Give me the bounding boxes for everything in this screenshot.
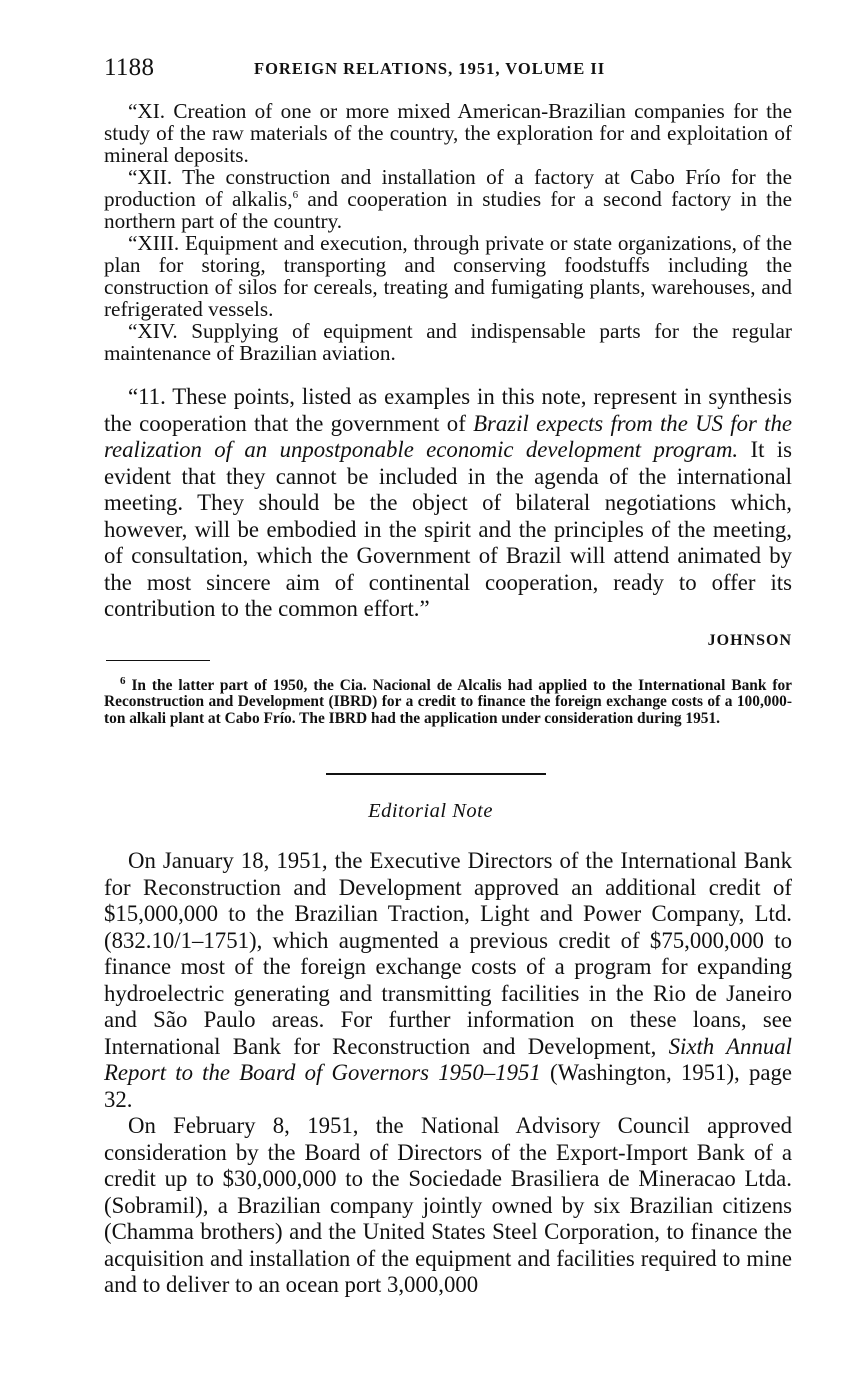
paragraph-11 (104, 384, 792, 623)
point-xii-text-before: “XII. The construction and installation of a factory at Cabo Frío for the production of alkalis, (104, 165, 792, 211)
para11-text-1: “11. These points, listed as examples in this note, represent in synthesis the cooperation that the government of (104, 384, 792, 436)
point-xi: “XI. Creation of one or more mixed American-Brazilian companies for the study of the raw materials of the country, the exploration for and exploitation of mineral deposits. (104, 99, 792, 167)
footnote-divider (106, 660, 210, 661)
editorial-p1-text-1: On January 18, 1951, the Executive Directors of the International Bank for Reconstruction and Development approved an additional credit of $15,000,000 to the Brazilian Traction, Light and Power Company, Ltd. (832.10/1–1751), which augmented a previous credit of $75,000,000 to finance most of the foreign exchange costs of a program for expanding hydroelectric generating and transmitting facilities in the Rio de Janeiro and São Paulo areas. For further information on these loans, see International Bank for Reconstruction and Development, (104, 848, 792, 1059)
page-number: 1188 (104, 54, 155, 81)
point-xii (104, 166, 792, 232)
footnote (104, 674, 792, 727)
footnote-text: In the latter part of 1950, the Cia. Nacional de Alcalis had applied to the International Bank for Reconstruction and Development (IBRD) for a credit to finance the foreign exchange costs of a 100,000-ton alkali plant at Cabo Frío. The IBRD had the application under consideration during 1951. (104, 677, 792, 727)
editorial-body (104, 848, 792, 1299)
footnote-ref: 6 (292, 188, 299, 201)
editorial-p1-text-2: (Washington, 1951), page 32. (104, 1060, 792, 1112)
running-title: FOREIGN RELATIONS, 1951, VOLUME II (254, 59, 606, 78)
point-xiii: “XIII. Equipment and execution, through private or state organizations, of the plan for storing, transporting and conserving foodstuffs including the construction of silos for cereals, treating and fumigating plants, warehouses, and refrigerated vessels. (104, 231, 792, 321)
page-header (104, 54, 794, 88)
footnote-marker: 6 (120, 674, 126, 687)
signature: JOHNSON (707, 632, 792, 649)
para11-italic: Brazil expects from the US for the realization of an unpostponable economic development program. (104, 410, 792, 462)
editorial-p1-italic: Sixth Annual Report to the Board of Governors 1950–1951 (104, 1033, 792, 1085)
point-xiv: “XIV. Supplying of equipment and indispensable parts for the regular maintenance of Brazilian aviation. (104, 319, 792, 365)
editorial-note-title: Editorial Note (368, 800, 493, 822)
section-divider (326, 773, 546, 775)
para11-text-2: It is evident that they cannot be included in the agenda of the international meeting. They should be the object of bilateral negotiations which, however, will be embodied in the spirit and the principles of the meeting, of consultation, which the Government of Brazil will attend animated by the most sincere aim of continental cooperation, ready to offer its contribution to the common effort.” (104, 437, 792, 621)
editorial-paragraph-1 (104, 848, 792, 1113)
point-xii-text-after: and cooperation in studies for a second factory in the northern part of the country. (104, 187, 792, 233)
editorial-paragraph-2: On February 8, 1951, the National Advisory Council approved consideration by the Board of Directors of the Export-Import Bank of a credit up to $30,000,000 to the Sociedade Brasiliera de Mineracao Ltda. (Sobramil), a Brazilian company jointly owned by six Brazilian citizens (Chamma brothers) and the United States Steel Corporation, to finance the acquisition and installation of the equipment and facilities required to mine and to deliver to an ocean port 3,000,000 (104, 1113, 792, 1297)
points-list (104, 100, 792, 364)
